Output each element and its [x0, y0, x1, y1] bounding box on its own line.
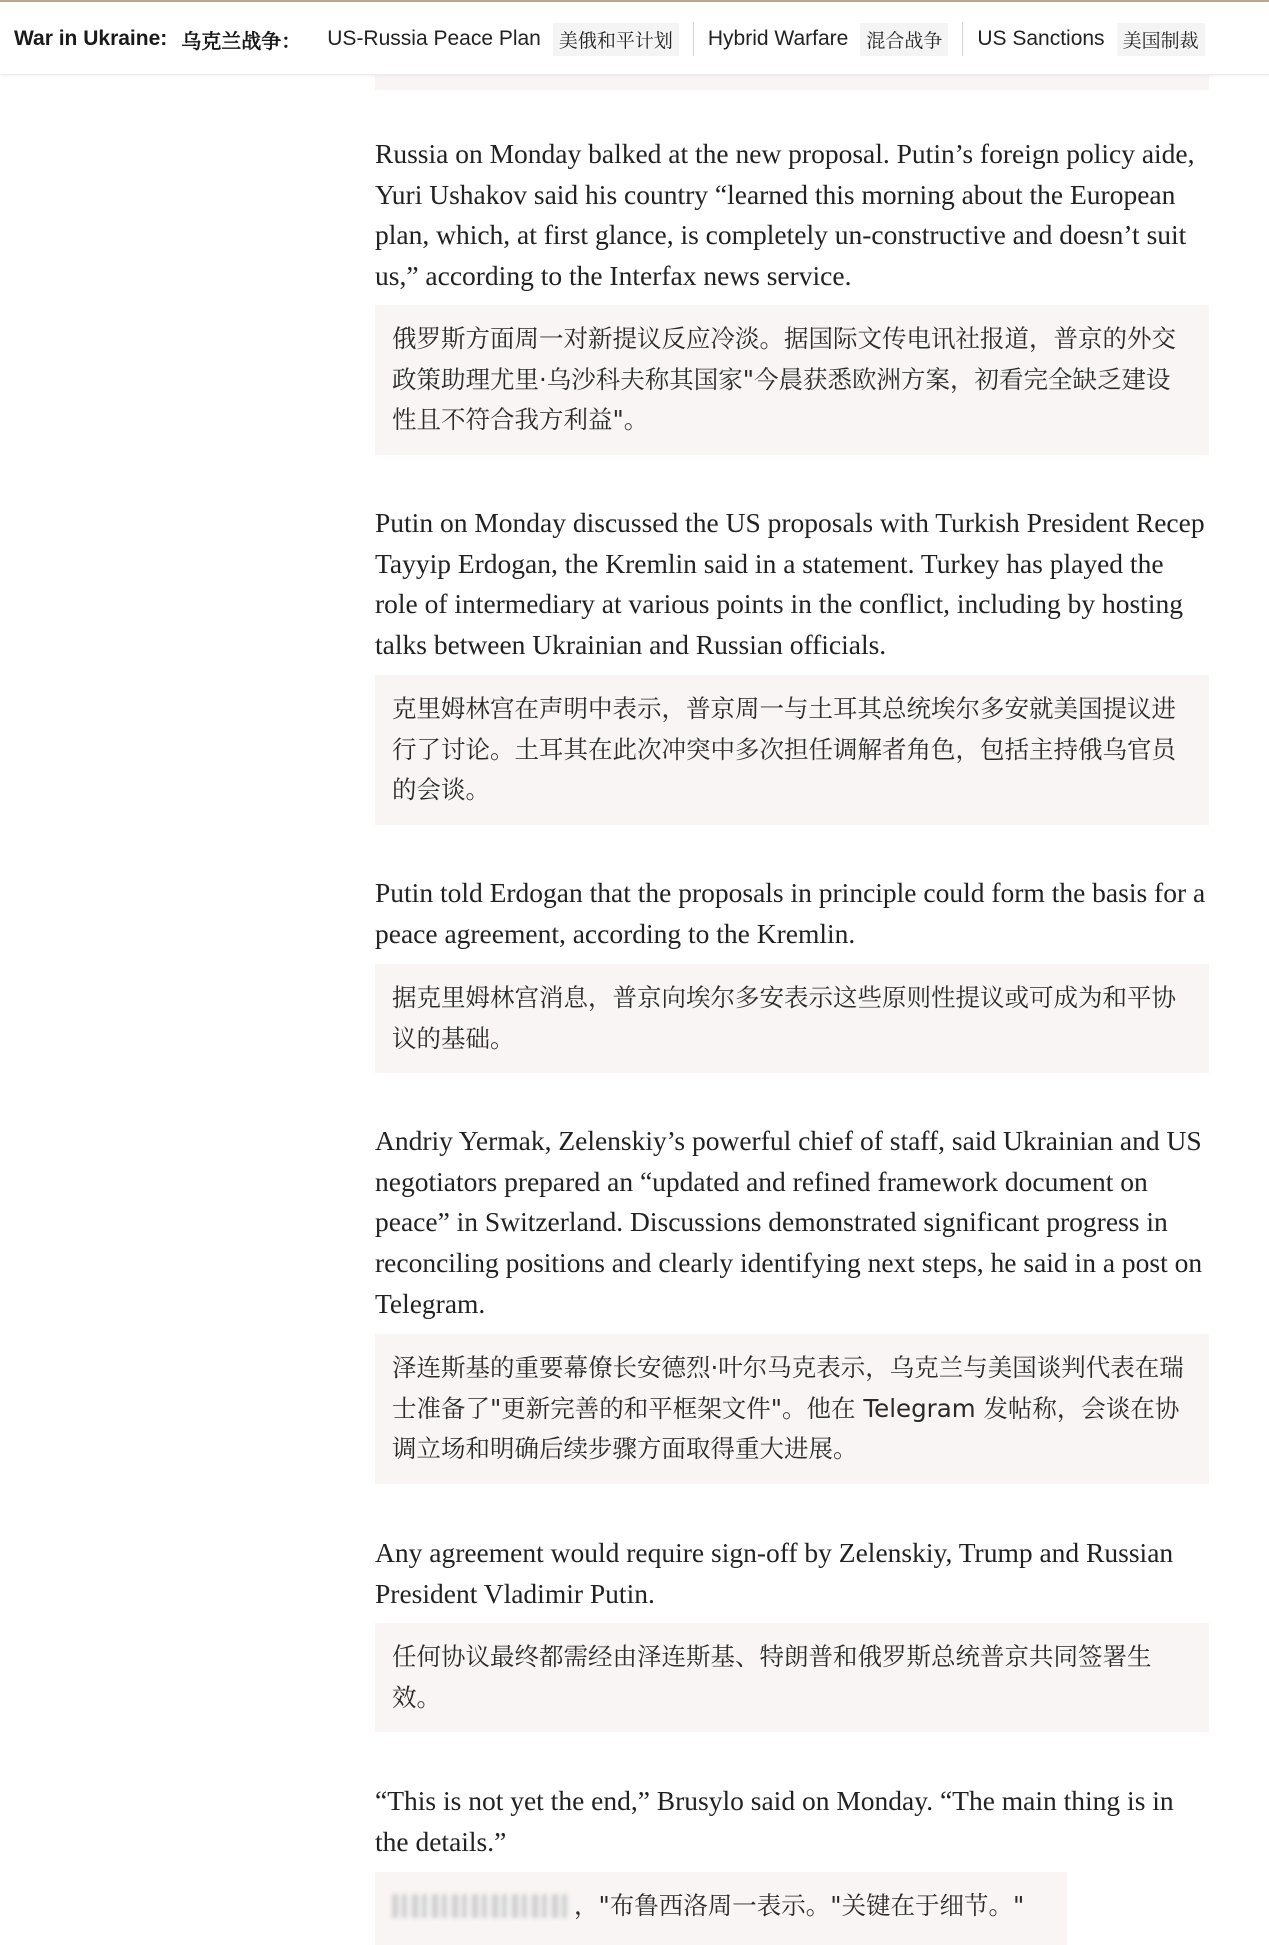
nav-topic-us-sanctions[interactable] [977, 22, 1218, 56]
nav-topic-translation: 混合战争 [860, 23, 948, 56]
paragraph-translation: 泽连斯基的重要幕僚长安德烈·叶尔马克表示，乌克兰与美国谈判代表在瑞士准备了"更新完善的和平框架文件"。他在 Telegram 发帖称，会谈在协调立场和明确后续步骤方面取得重大进展。 [375, 1334, 1209, 1484]
obscured-text [392, 1894, 572, 1918]
article-paragraph: Putin told Erdogan that the proposals in principle could form the basis for a peace agreement, according to the Kremlin. [375, 877, 1206, 949]
paragraph-translation: 据克里姆林宫消息，普京向埃尔多安表示这些原则性提议或可成为和平协议的基础。 [375, 964, 1209, 1073]
paragraph-translation: ，"布鲁西洛周一表示。"关键在于细节。" [574, 1891, 1025, 1920]
nav-topic-label: US-Russia Peace Plan [327, 27, 541, 50]
nav-topic-label: US Sanctions [977, 27, 1105, 50]
paragraph-translation: 俄罗斯方面周一对新提议反应冷淡。据国际文传电讯社报道，普京的外交政策助理尤里·乌沙科夫称其国家"今晨获悉欧洲方案，初看完全缺乏建设性且不符合我方利益"。 [375, 305, 1209, 455]
paragraph-translation: 任何协议最终都需经由泽连斯基、特朗普和俄罗斯总统普京共同签署生效。 [375, 1623, 1209, 1732]
nav-topic-translation: 美国制裁 [1117, 23, 1205, 56]
article-paragraph: Putin on Monday discussed the US proposals with Turkish President Recep Tayyip Erdogan, the Kremlin said in a statement. Turkey has played the role of intermediary at various points in the conflict, including by hosting talks between Ukrainian and Russian officials. [375, 507, 1205, 661]
nav-topic-hybrid-warfare[interactable] [708, 22, 963, 56]
nav-topic-translation: 美俄和平计划 [553, 23, 679, 56]
paragraph-translation-container [375, 1872, 1067, 1945]
nav-title: War in Ukraine: [14, 27, 168, 50]
article-paragraph: “This is not yet the end,” Brusylo said on Monday. “The main thing is in the details.” [375, 1785, 1174, 1857]
topic-navigation-bar [0, 2, 1269, 75]
article-paragraph: Russia on Monday balked at the new proposal. Putin’s foreign policy aide, Yuri Ushakov said his country “learned this morning about the European plan, which, at first glance, is completely un-constructive and doesn’t suit us,” according to the Interfax news service. [375, 138, 1195, 292]
article-paragraph: Any agreement would require sign-off by Zelenskiy, Trump and Russian President Vladimir Putin. [375, 1537, 1174, 1609]
nav-topic-us-russia-peace-plan[interactable] [327, 22, 694, 56]
paragraph-translation: 克里姆林宫在声明中表示，普京周一与土耳其总统埃尔多安就美国提议进行了讨论。土耳其在此次冲突中多次担任调解者角色，包括主持俄乌官员的会谈。 [375, 675, 1209, 825]
article-paragraph: Andriy Yermak, Zelenskiy’s powerful chief of staff, said Ukrainian and US negotiators prepared an “updated and refined framework document on peace” in Switzerland. Discussions demonstrated significant progress in reconciling positions and clearly identifying next steps, he said in a post on Telegram. [375, 1125, 1203, 1319]
nav-topic-label: Hybrid Warfare [707, 27, 849, 50]
nav-title-translation: 乌克兰战争： [181, 28, 302, 53]
